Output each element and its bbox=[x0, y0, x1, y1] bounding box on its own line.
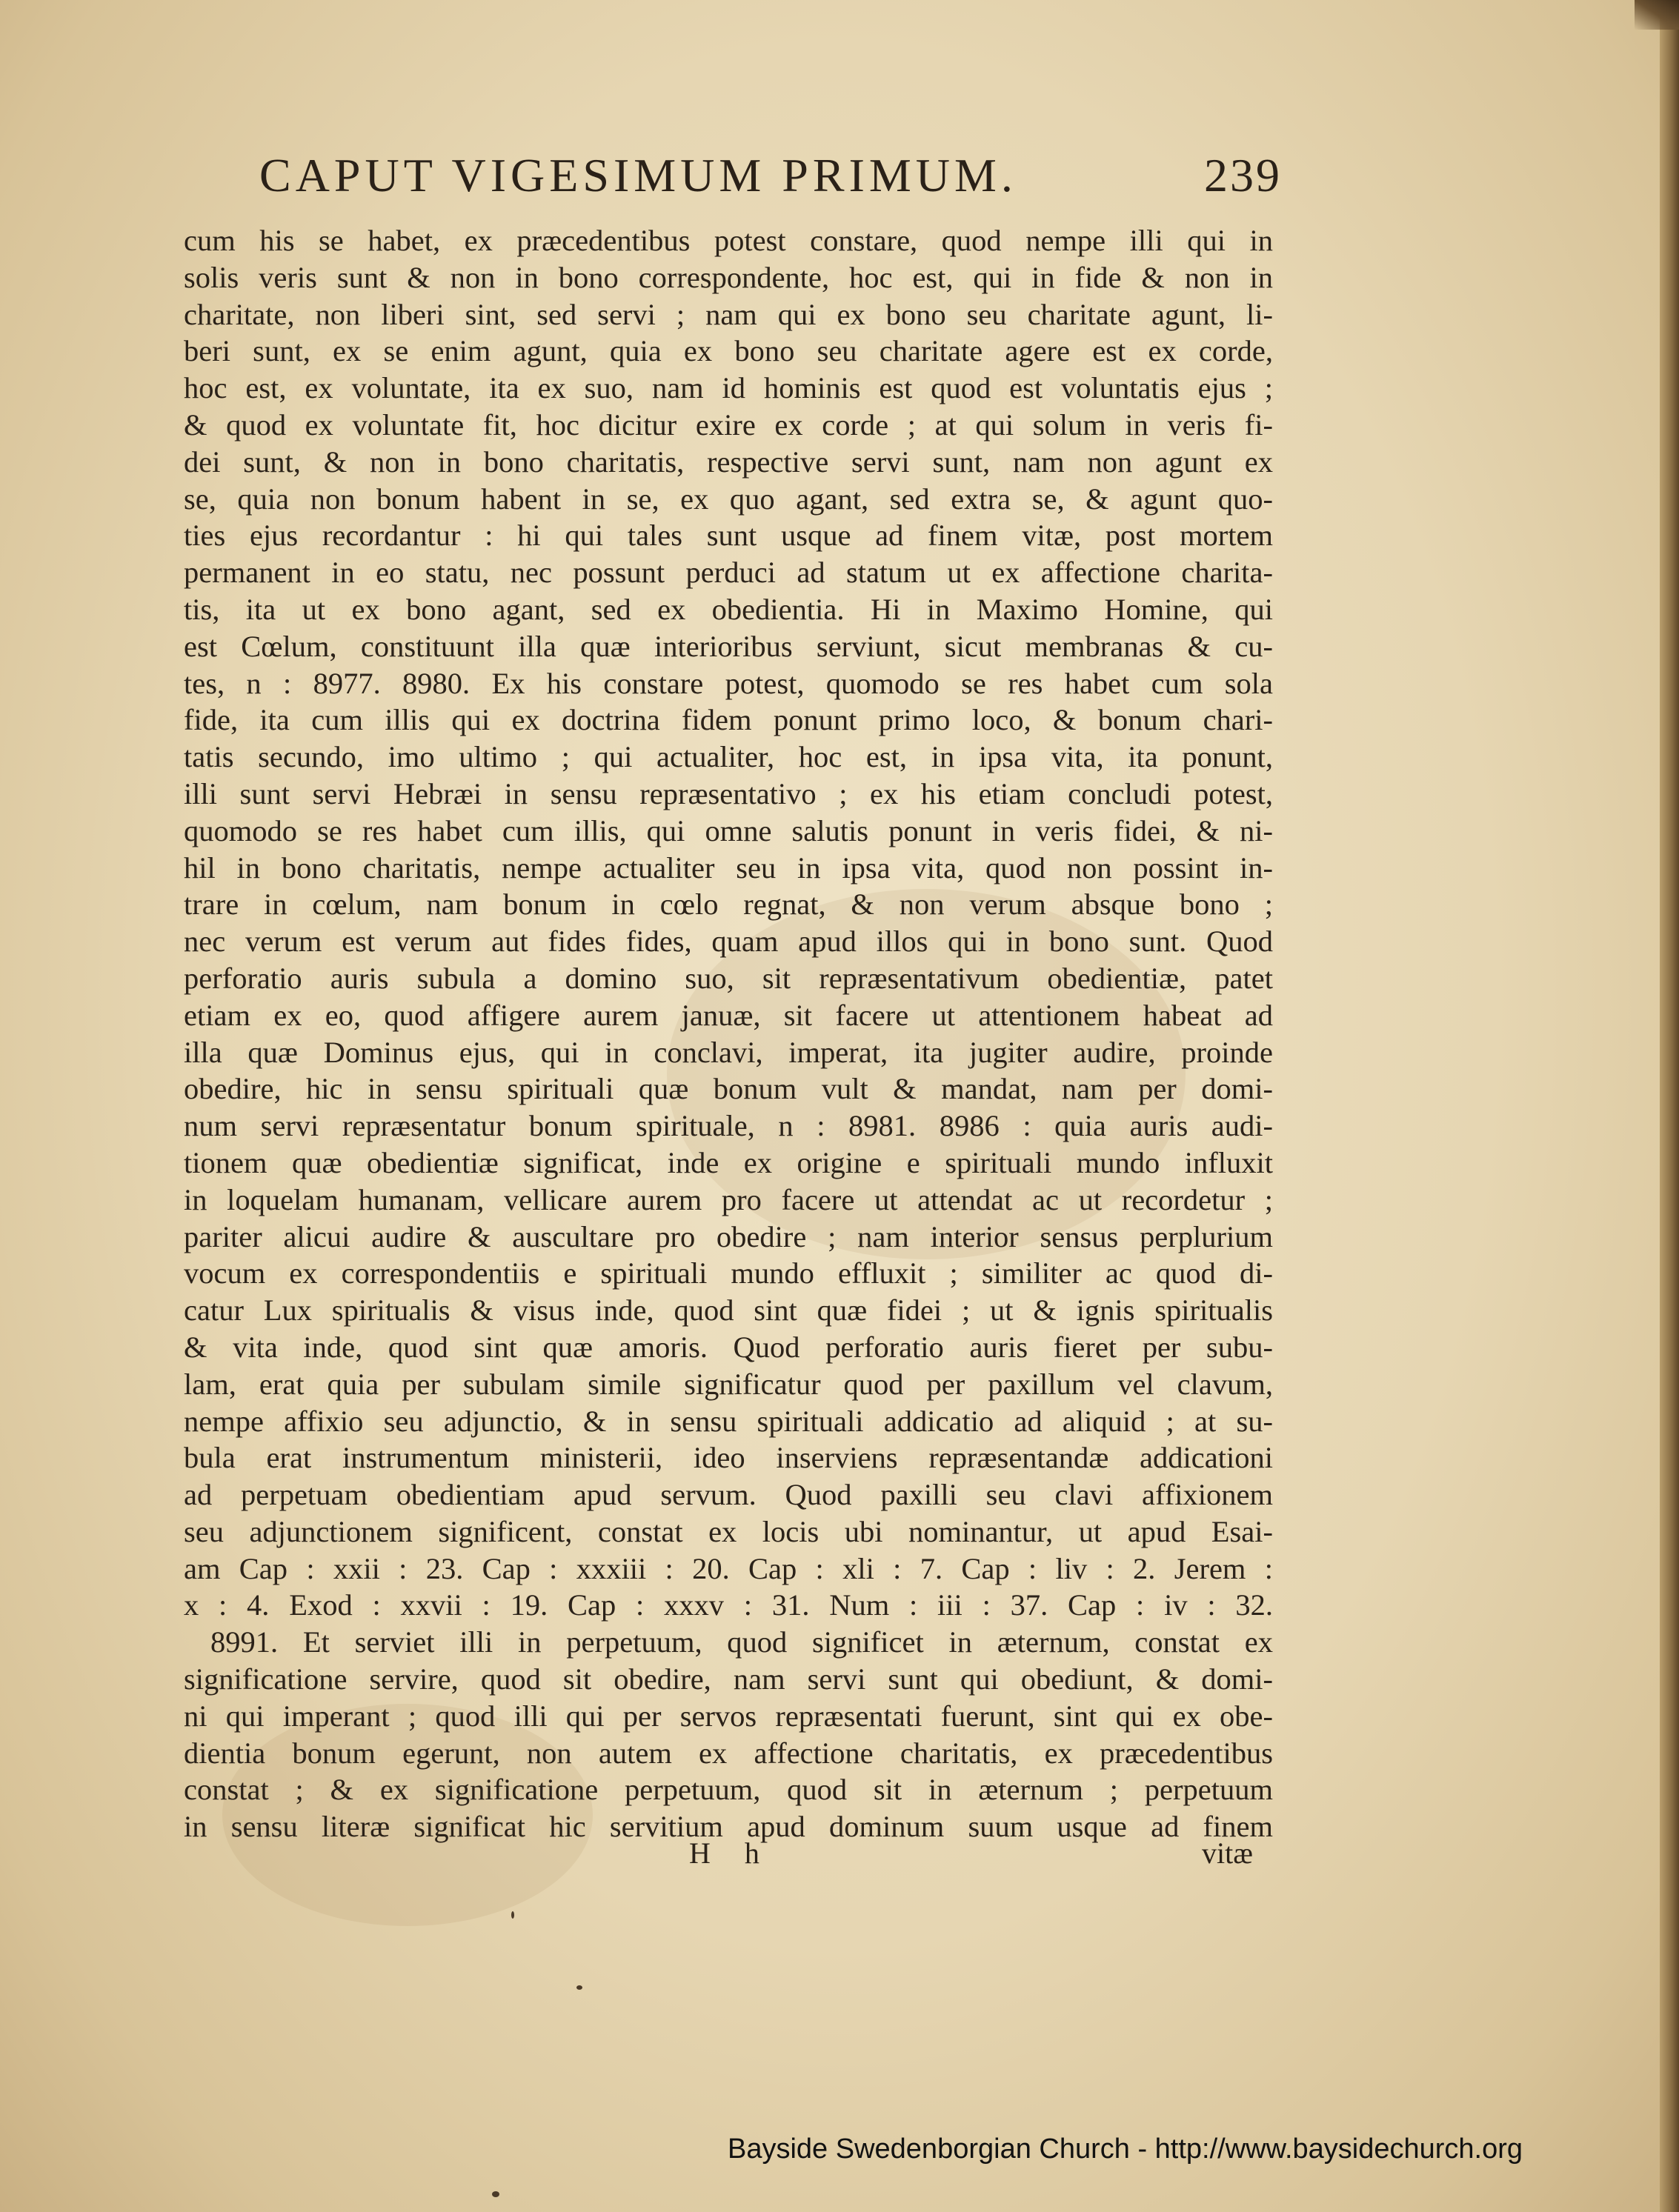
text-line: nempe affixio seu adjunctio, & in sensu spirituali addicatio ad aliquid ; at su- bbox=[184, 1404, 1273, 1438]
text-line: & vita inde, quod sint quæ amoris. Quod perforatio auris fieret per subu- bbox=[184, 1330, 1273, 1364]
text-line: hil in bono charitatis, nempe actualiter seu in ipsa vita, quod non possint in- bbox=[184, 850, 1273, 885]
text-line: illa quæ Dominus ejus, qui in conclavi, imperat, ita jugiter audire, proinde bbox=[184, 1035, 1273, 1069]
text-line: cum his se habet, ex præcedentibus potest constare, quod nempe illi qui in bbox=[184, 224, 1273, 257]
text-line: 8991. Et serviet illi in perpetuum, quod significet in æternum, constat ex bbox=[210, 1625, 1273, 1659]
text-line: se, quia non bonum habent in se, ex quo agant, sed extra se, & agunt quo- bbox=[184, 482, 1273, 516]
text-line: trare in cœlum, nam bonum in cœlo regnat, & non verum absque bono ; bbox=[184, 887, 1273, 922]
ink-speck bbox=[576, 1985, 582, 1990]
text-line: tatis secundo, imo ultimo ; qui actualiter, hoc est, in ipsa vita, ita ponunt, bbox=[184, 740, 1273, 774]
body-text bbox=[184, 222, 1273, 1845]
text-line: bula erat instrumentum ministerii, ideo inserviens repræsentandæ addicationi bbox=[184, 1441, 1273, 1475]
text-line: fide, ita cum illis qui ex doctrina fidem ponunt primo loco, & bonum chari- bbox=[184, 703, 1273, 737]
text-line: dientia bonum egerunt, non autem ex affectione charitatis, ex præcedentibus bbox=[184, 1736, 1273, 1770]
text-line: illi sunt servi Hebræi in sensu repræsentativo ; ex his etiam concludi potest, bbox=[184, 776, 1273, 810]
text-line: & quod ex voluntate fit, hoc dicitur exire ex corde ; at qui solum in veris fi- bbox=[184, 407, 1273, 442]
page-edge bbox=[1660, 0, 1679, 2212]
text-line: constat ; & ex significatione perpetuum, quod sit in æternum ; perpetuum bbox=[184, 1773, 1273, 1807]
text-line: quomodo se res habet cum illis, qui omne salutis ponunt in veris fidei, & ni- bbox=[184, 813, 1273, 847]
text-line: charitate, non liberi sint, sed servi ; nam qui ex bono seu charitate agunt, li- bbox=[184, 297, 1273, 331]
text-line: hoc est, ex voluntate, ita ex suo, nam id hominis est quod est voluntatis ejus ; bbox=[184, 371, 1273, 405]
text-line: solis veris sunt & non in bono correspondente, hoc est, qui in fide & non in bbox=[184, 260, 1273, 294]
text-line: significatione servire, quod sit obedire, nam servi sunt qui obediunt, & domi- bbox=[184, 1662, 1273, 1696]
running-title: CAPUT VIGESIMUM PRIMUM. bbox=[259, 149, 1017, 201]
text-line: catur Lux spiritualis & visus inde, quod sint quæ fidei ; ut & ignis spiritualis bbox=[184, 1293, 1273, 1327]
text-line: num servi repræsentatur bonum spirituale, n : 8981. 8986 : quia auris audi- bbox=[184, 1109, 1273, 1143]
text-line: pariter alicui audire & auscultare pro obedire ; nam interior sensus perplurium bbox=[184, 1219, 1273, 1253]
text-line: etiam ex eo, quod affigere aurem januæ, sit facere ut attentionem habeat ad bbox=[184, 998, 1273, 1032]
text-line: obedire, hic in sensu spirituali quæ bonum vult & mandat, nam per domi- bbox=[184, 1072, 1273, 1106]
text-line: permanent in eo statu, nec possunt perduci ad statum ut ex affectione charita- bbox=[184, 556, 1273, 590]
text-line: lam, erat quia per subulam simile significatur quod per paxillum vel clavum, bbox=[184, 1367, 1273, 1401]
text-line: am Cap : xxii : 23. Cap : xxxiii : 20. Cap : xli : 7. Cap : liv : 2. Jerem : bbox=[184, 1551, 1273, 1585]
text-line: nec verum est verum aut fides fides, quam apud illos qui in bono sunt. Quod bbox=[184, 925, 1273, 959]
text-line: ad perpetuam obedientiam apud servum. Quod paxilli seu clavi affixionem bbox=[184, 1478, 1273, 1512]
text-line: seu adjunctionem significent, constat ex locis ubi nominantur, ut apud Esai- bbox=[184, 1514, 1273, 1548]
catchword: vitæ bbox=[1202, 1836, 1253, 1870]
running-header bbox=[259, 148, 1282, 215]
text-line: ties ejus recordantur : hi qui tales sunt usque ad finem vitæ, post mortem bbox=[184, 519, 1273, 553]
text-line: est Cœlum, constituunt illa quæ interioribus serviunt, sicut membranas & cu- bbox=[184, 629, 1273, 663]
text-line: tionem quæ obedientiæ significat, inde ex origine e spirituali mundo influxit bbox=[184, 1145, 1273, 1179]
text-line: tes, n : 8977. 8980. Ex his constare potest, quomodo se res habet cum sola bbox=[184, 666, 1273, 700]
ink-speck bbox=[511, 1911, 514, 1919]
text-line: ni qui imperant ; quod illi qui per servos repræsentati fuerunt, sint qui ex obe- bbox=[184, 1699, 1273, 1733]
text-line: in sensu literæ significat hic servitium apud dominum suum usque ad finem bbox=[184, 1810, 1273, 1844]
text-line: x : 4. Exod : xxvii : 19. Cap : xxxv : 31. Num : iii : 37. Cap : iv : 32. bbox=[184, 1588, 1273, 1622]
page-number: 239 bbox=[1204, 149, 1282, 201]
watermark-credit: Bayside Swedenborgian Church - http://www.baysidechurch.org bbox=[728, 2133, 1523, 2165]
signature-mark: H h bbox=[689, 1836, 773, 1870]
text-line: tis, ita ut ex bono agant, sed ex obedientia. Hi in Maximo Homine, qui bbox=[184, 592, 1273, 626]
text-line: vocum ex correspondentiis e spirituali mundo effluxit ; similiter ac quod di- bbox=[184, 1256, 1273, 1290]
text-line: perforatio auris subula a domino suo, sit repræsentativum obedientiæ, patet bbox=[184, 961, 1273, 995]
ink-speck bbox=[492, 2191, 499, 2197]
text-line: in loquelam humanam, vellicare aurem pro facere ut attendat ac ut recordetur ; bbox=[184, 1182, 1273, 1216]
page-corner bbox=[1635, 0, 1679, 30]
text-line: beri sunt, ex se enim agunt, quia ex bono seu charitate agere est ex corde, bbox=[184, 334, 1273, 368]
text-line: dei sunt, & non in bono charitatis, respective servi sunt, nam non agunt ex bbox=[184, 444, 1273, 479]
